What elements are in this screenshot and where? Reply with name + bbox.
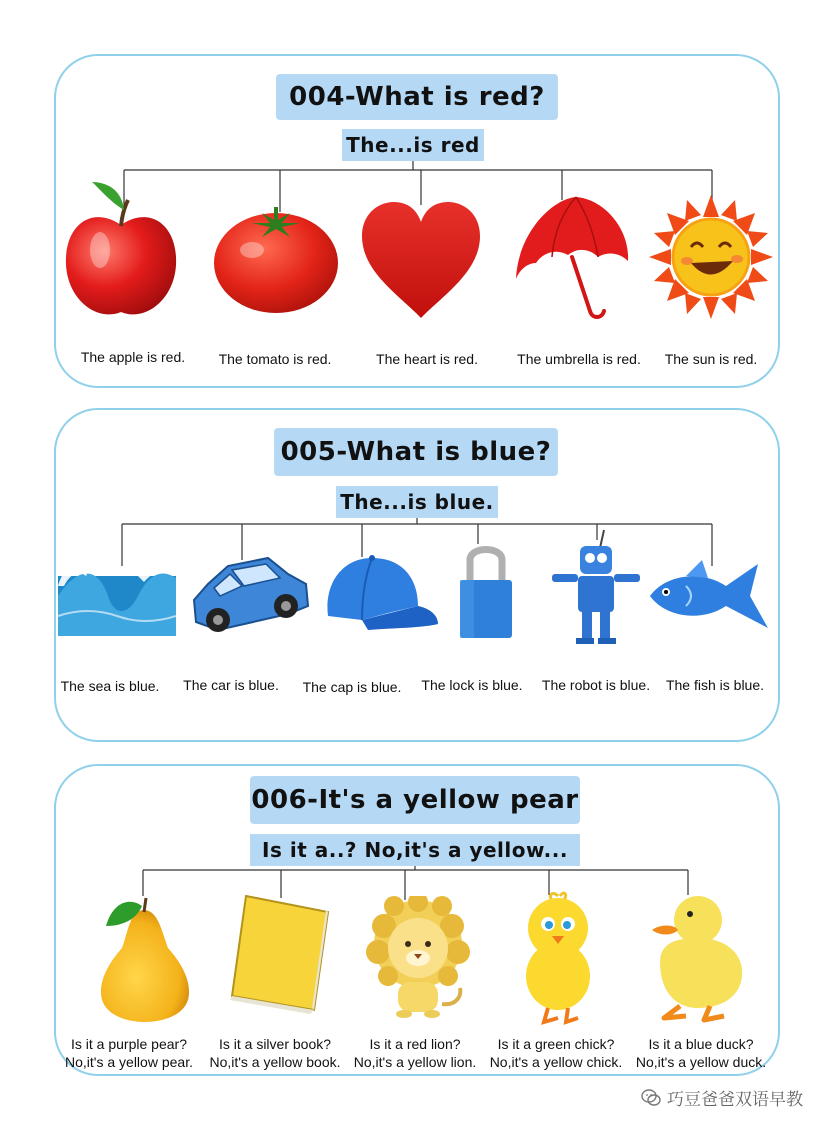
- section-red-pattern: The...is red: [342, 129, 484, 161]
- answer-lion: No,it's a yellow lion.: [353, 1054, 477, 1070]
- umbrella-icon: [512, 193, 632, 323]
- caption-umbrella: The umbrella is red.: [517, 351, 641, 367]
- section-blue-pattern: The...is blue.: [336, 486, 498, 518]
- section-yellow-pattern: Is it a..? No,it's a yellow...: [250, 834, 580, 866]
- footer-watermark: [641, 1085, 803, 1110]
- sea-wave-icon: [58, 556, 176, 636]
- sun-icon: [646, 192, 776, 322]
- heart-icon: [360, 200, 482, 322]
- caption-sea: The sea is blue.: [60, 678, 160, 694]
- caption-tomato: The tomato is red.: [218, 351, 332, 367]
- caption-car: The car is blue.: [183, 677, 279, 693]
- fish-icon: [646, 556, 774, 636]
- cap-icon: [322, 554, 440, 644]
- caption-lion: [346, 1035, 484, 1071]
- caption-robot: The robot is blue.: [541, 677, 651, 693]
- caption-duck: [628, 1035, 774, 1071]
- robot-icon: [548, 528, 644, 646]
- duck-icon: [650, 892, 746, 1026]
- caption-book: [202, 1035, 348, 1071]
- question-duck: Is it a blue duck?: [648, 1036, 754, 1052]
- caption-pear: [56, 1035, 202, 1071]
- caption-heart: The heart is red.: [376, 351, 478, 367]
- answer-book: No,it's a yellow book.: [209, 1054, 341, 1070]
- caption-chick: [482, 1035, 630, 1071]
- lock-icon: [456, 538, 516, 642]
- caption-sun: The sun is red.: [664, 351, 758, 367]
- section-red-title: 004-What is red?: [276, 74, 558, 120]
- book-icon: [228, 892, 330, 1014]
- section-yellow-title: 006-It's a yellow pear: [250, 776, 580, 824]
- car-icon: [188, 554, 310, 638]
- caption-apple: The apple is red.: [80, 349, 186, 365]
- answer-duck: No,it's a yellow duck.: [635, 1054, 767, 1070]
- caption-cap: The cap is blue.: [302, 679, 402, 695]
- question-lion: Is it a red lion?: [369, 1036, 461, 1052]
- caption-lock: The lock is blue.: [421, 677, 523, 693]
- question-pear: Is it a purple pear?: [71, 1036, 187, 1052]
- answer-pear: No,it's a yellow pear.: [65, 1054, 193, 1070]
- pear-icon: [92, 892, 196, 1024]
- wechat-icon: [641, 1088, 661, 1108]
- section-blue-title: 005-What is blue?: [274, 428, 558, 476]
- footer-label: 巧豆爸爸双语早教: [667, 1090, 803, 1109]
- apple-icon: [62, 180, 180, 322]
- question-chick: Is it a green chick?: [497, 1036, 615, 1052]
- lion-icon: [364, 896, 472, 1020]
- caption-fish: The fish is blue.: [665, 677, 765, 693]
- answer-chick: No,it's a yellow chick.: [489, 1054, 623, 1070]
- question-book: Is it a silver book?: [218, 1036, 332, 1052]
- chick-icon: [520, 890, 596, 1026]
- tomato-icon: [212, 205, 340, 315]
